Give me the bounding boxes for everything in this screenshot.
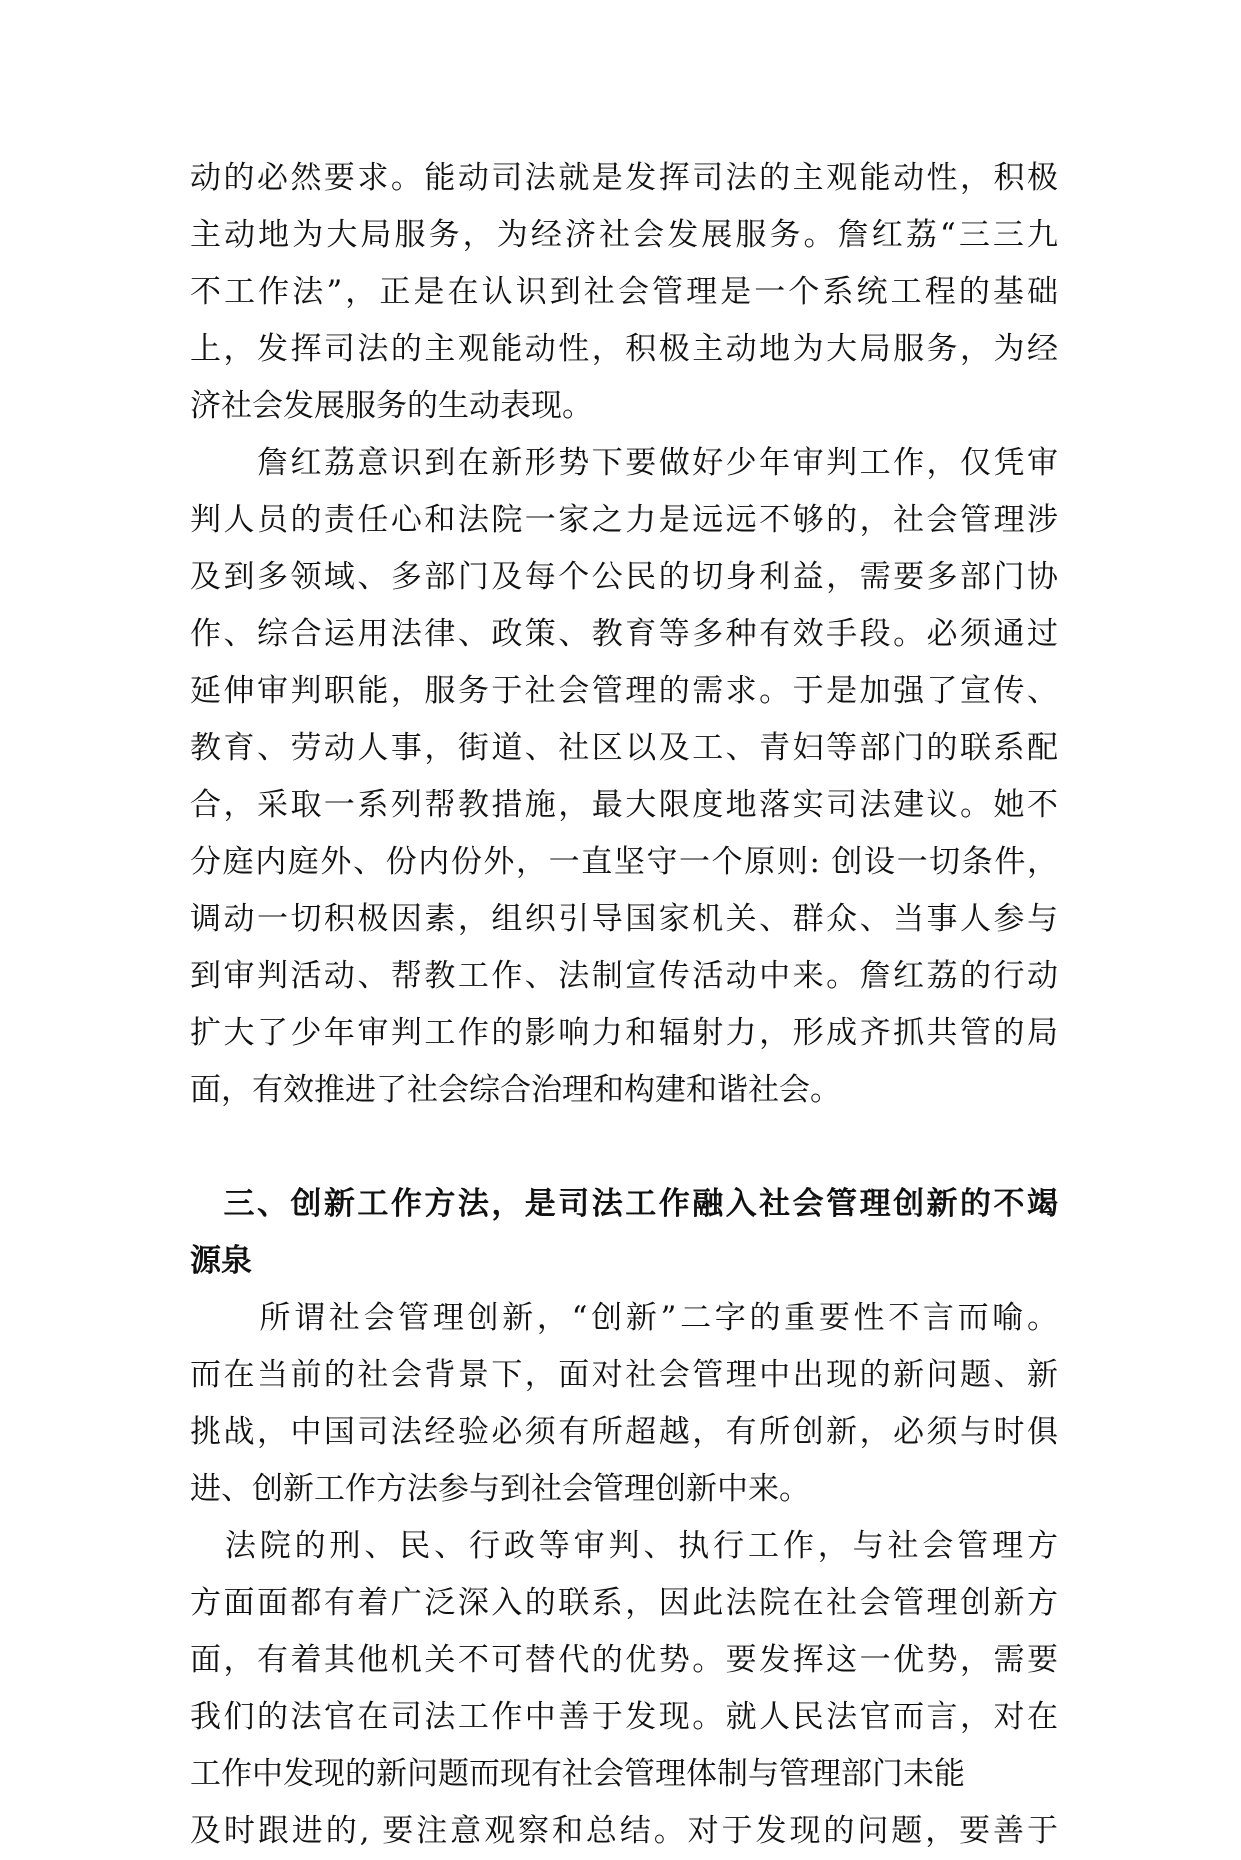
paragraph-3 [190, 1290, 1058, 1518]
text-line: 判人员的责任心和法院一家之力是远远不够的，社会管理涉 [190, 502, 1058, 538]
text-line: 动的必然要求。能动司法就是发挥司法的主观能动性，积极 [190, 160, 1058, 196]
text-line: 及时跟进的, 要注意观察和总结。对于发现的问题，要善于 [190, 1813, 1058, 1849]
text-line: 合，采取一系列帮教措施，最大限度地落实司法建议。她不 [190, 787, 1058, 823]
paragraph-spacer [190, 1119, 1058, 1176]
text-line: 分庭内庭外、份内份外，一直坚守一个原则: 创设一切条件， [190, 844, 1058, 880]
text-line: 方面面都有着广泛深入的联系，因此法院在社会管理创新方 [190, 1585, 1058, 1621]
heading-line: 源泉 [190, 1243, 252, 1279]
text-line: 挑战，中国司法经验必须有所超越，有所创新，必须与时俱 [190, 1414, 1058, 1450]
text-line: 及到多领域、多部门及每个公民的切身利益，需要多部门协 [190, 559, 1058, 595]
text-line: 作、综合运用法律、政策、教育等多种有效手段。必须通过 [190, 616, 1058, 652]
text-line: 工作中发现的新问题而现有社会管理体制与管理部门未能 [190, 1756, 965, 1792]
text-line: 调动一切积极因素，组织引导国家机关、群众、当事人参与 [190, 901, 1058, 937]
text-line: 面，有效推进了社会综合治理和构建和谐社会。 [190, 1072, 841, 1108]
section-heading [190, 1176, 1058, 1290]
text-line: 法院的刑、民、行政等审判、执行工作，与社会管理方 [190, 1528, 1058, 1564]
heading-line: 三、创新工作方法，是司法工作融入社会管理创新的不竭 [190, 1186, 1058, 1222]
text-line: 到审判活动、帮教工作、法制宣传活动中来。詹红荔的行动 [190, 958, 1058, 994]
paragraph-1 [190, 150, 1058, 435]
text-line: 詹红荔意识到在新形势下要做好少年审判工作，仅凭审 [190, 445, 1058, 481]
text-line: 所谓社会管理创新，“创新”二字的重要性不言而喻。 [190, 1300, 1058, 1336]
text-line: 济社会发展服务的生动表现。 [190, 388, 593, 424]
text-line: 面，有着其他机关不可替代的优势。要发挥这一优势，需要 [190, 1642, 1058, 1678]
paragraph-4 [190, 1518, 1058, 1860]
text-line: 而在当前的社会背景下，面对社会管理中出现的新问题、新 [190, 1357, 1058, 1393]
text-line: 进、创新工作方法参与到社会管理创新中来。 [190, 1471, 810, 1507]
text-line: 上，发挥司法的主观能动性，积极主动地为大局服务，为经 [190, 331, 1058, 367]
text-line: 扩大了少年审判工作的影响力和辐射力，形成齐抓共管的局 [190, 1015, 1058, 1051]
document-body [190, 150, 1058, 1860]
text-line: 教育、劳动人事，街道、社区以及工、青妇等部门的联系配 [190, 730, 1058, 766]
text-line: 我们的法官在司法工作中善于发现。就人民法官而言，对在 [190, 1699, 1058, 1735]
paragraph-2 [190, 435, 1058, 1119]
text-line: 不工作法”，正是在认识到社会管理是一个系统工程的基础 [190, 274, 1058, 310]
text-line: 延伸审判职能，服务于社会管理的需求。于是加强了宣传、 [190, 673, 1058, 709]
text-line: 主动地为大局服务，为经济社会发展服务。詹红荔“三三九 [190, 217, 1058, 253]
